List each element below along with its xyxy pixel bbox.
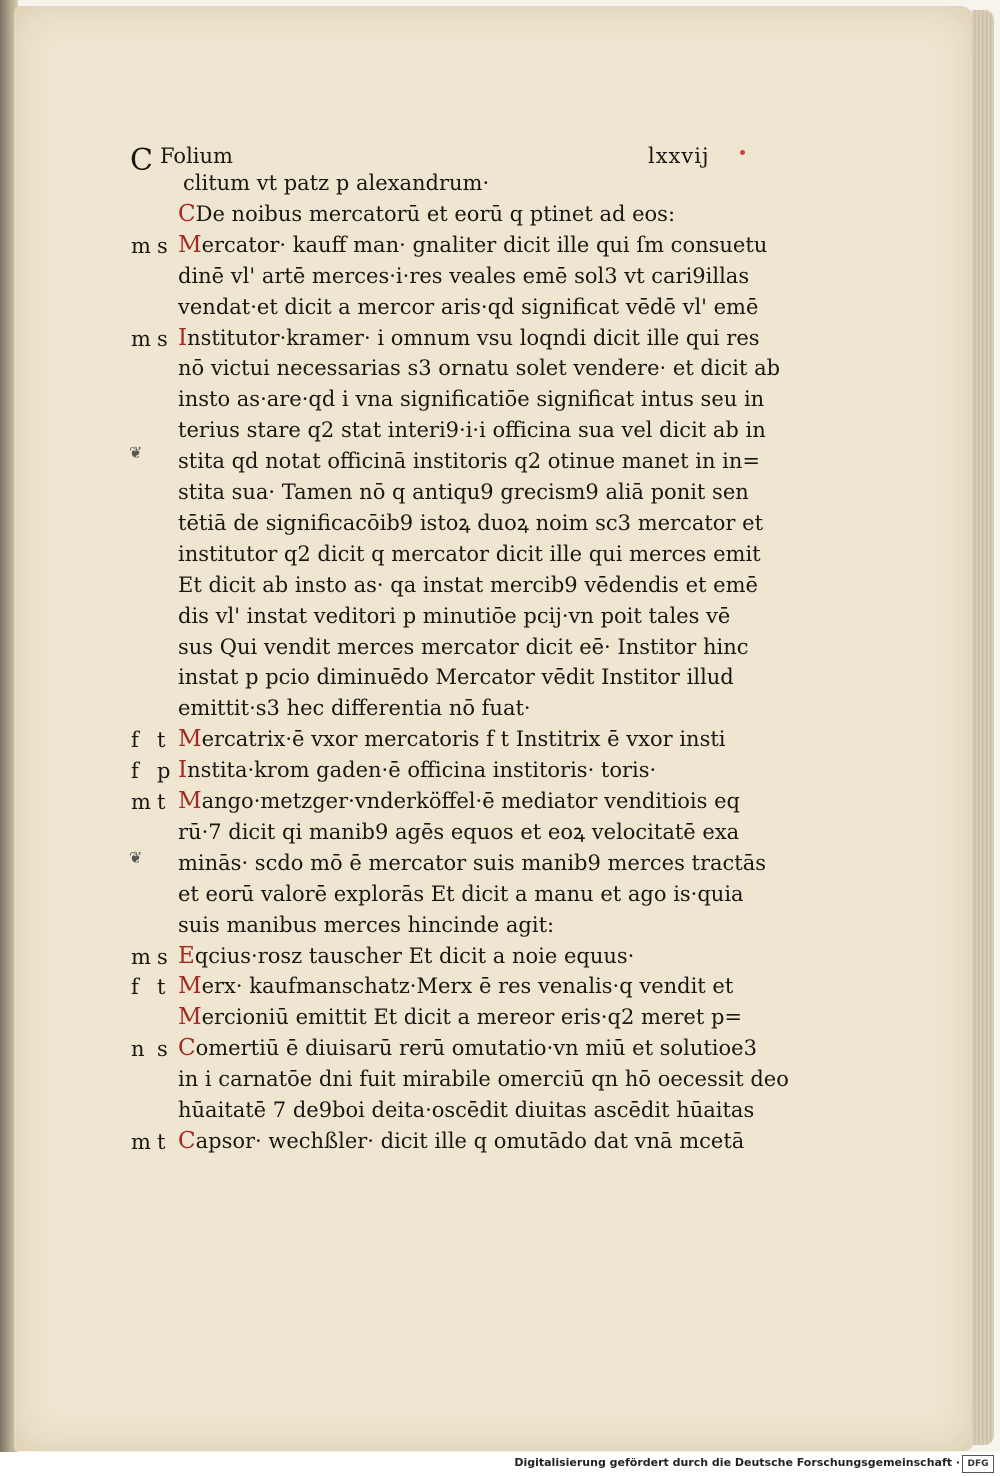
text-line <box>178 880 744 908</box>
rubricated-initial: M <box>178 231 202 258</box>
margin-declension-tag: s <box>157 233 168 258</box>
margin-declension-tag: s <box>157 326 168 351</box>
text-line <box>178 725 726 753</box>
text-line <box>178 354 780 382</box>
margin-gender-tag: f <box>131 975 139 1000</box>
margin-declension-tag: t <box>157 1129 166 1154</box>
line-text: insto as·are·qd i vna significatiōe significat intus seu in <box>178 387 765 412</box>
text-line <box>178 447 760 475</box>
line-text: tētiā de significacōib9 istoꝝ duoꝝ noim sc3 mercator et <box>178 510 764 535</box>
text-line <box>178 509 763 537</box>
text-line <box>178 1127 744 1155</box>
margin-gender-tag: f <box>131 759 139 784</box>
text-line <box>178 200 675 228</box>
margin-declension-tag: s <box>157 944 168 969</box>
text-line <box>178 942 634 970</box>
dfg-logo: DFG <box>962 1455 994 1473</box>
line-text: ercator· kauff man· gnaliter dicit ille qui ſm consuetu <box>201 232 768 257</box>
line-text: apsor· wechßler· dicit ille q omutādo dat vnā mcetā <box>195 1128 745 1153</box>
line-text: minās· scdo mō ē mercator suis manib9 merces tractās <box>178 850 767 875</box>
text-line <box>178 385 764 413</box>
rubricated-initial: C <box>178 1035 196 1062</box>
line-text: instat p pcio diminuēdo Mercator vēdit Institor illud <box>178 665 734 690</box>
text-line <box>178 571 758 599</box>
text-line <box>178 1065 789 1093</box>
text-line <box>178 849 766 877</box>
text-line <box>178 972 733 1000</box>
header-paragraph-mark: C <box>130 143 153 178</box>
margin-declension-tag: t <box>157 790 166 814</box>
line-text: Et dicit ab insto as· qa instat mercib9 vēdendis et emē <box>178 572 758 597</box>
margin-declension-tag: t <box>157 975 166 1000</box>
line-text: nō victui necessarias s3 ornatu solet vendere· et dicit ab <box>178 356 781 381</box>
margin-gender-tag: m <box>131 326 151 351</box>
margin-ornament-icon: ❦ <box>129 848 143 867</box>
rubricated-initial: C <box>178 1127 196 1154</box>
footer-credit: Digitalisierung gefördert durch die Deutsche Forschungsgemeinschaft · <box>514 1456 960 1469</box>
text-line <box>178 756 656 784</box>
text-line <box>178 231 767 259</box>
text-line <box>178 1096 754 1124</box>
line-text: ercatrix·ē vxor mercatoris f t Institrix ē vxor insti <box>201 727 726 752</box>
text-line <box>178 1034 757 1062</box>
margin-gender-tag: n <box>131 1037 145 1062</box>
margin-declension-tag: p <box>157 759 171 784</box>
margin-gender-tag: m <box>131 1129 151 1154</box>
line-text: hūaitatē 7 de9boi deita·oscēdit diuitas ascēdit hūaitas <box>178 1098 755 1122</box>
line-text: qcius·rosz tauscher Et dicit a noie equus· <box>194 943 635 968</box>
line-text: ango·metzger·vnderköffel·ē mediator venditiois eq <box>201 789 740 813</box>
text-line <box>178 540 761 568</box>
line-text: emittit·s3 hec differentia nō fuat· <box>178 696 531 721</box>
line-text: institutor q2 dicit q mercator dicit ille qui merces emit <box>178 541 761 566</box>
text-line <box>178 1003 742 1031</box>
folio-number: lxxvij <box>648 144 710 168</box>
text-line <box>178 478 749 506</box>
text-line <box>183 169 489 197</box>
margin-gender-tag: m <box>131 944 151 969</box>
line-text: erx· kaufmanschatz·Merx ē res venalis·q vendit et <box>201 974 734 999</box>
margin-gender-tag: f <box>131 728 139 753</box>
line-text: stita sua· Tamen nō q antiqu9 grecism9 aliā ponit sen <box>178 480 749 504</box>
red-dot-mark <box>740 150 745 155</box>
line-text: in i carnatōe dni fuit mirabile omerciū qn hō oecessit deo <box>178 1067 789 1092</box>
rubricated-initial: I <box>178 757 188 784</box>
line-text: nstita·krom gaden·ē officina institoris· toris· <box>187 758 657 783</box>
text-line <box>178 633 749 661</box>
line-text: omertiū ē diuisarū rerū omutatio·vn miū et solutioe3 <box>195 1036 757 1061</box>
text-line <box>178 787 740 815</box>
line-text: dinē vl' artē merces·i·res veales emē sol3 vt cari9illas <box>178 263 750 288</box>
line-text: et eorū valorē explorās Et dicit a manu et ago is·quia <box>178 881 744 906</box>
line-text: dis vl' instat veditori p minutiōe pcij·vn poit tales vē <box>178 603 731 628</box>
rubricated-initial: M <box>178 788 202 814</box>
margin-ornament-icon: ❦ <box>129 443 143 462</box>
margin-gender-tag: m <box>131 233 151 258</box>
line-text: nstitutor·kramer· i omnum vsu loqndi dicit ille qui res <box>187 325 760 350</box>
footer-bar <box>0 1452 1000 1476</box>
line-text: stita qd notat officinā institoris q2 otinue manet in in= <box>178 449 760 474</box>
page-edges <box>972 10 994 1445</box>
rubricated-initial: M <box>178 1004 202 1031</box>
text-line <box>178 694 531 722</box>
rubricated-initial: C <box>178 200 196 227</box>
margin-declension-tag: t <box>157 728 166 753</box>
rubricated-initial: I <box>178 324 188 351</box>
text-line <box>178 293 758 321</box>
line-text: De noibus mercatorū et eorū q ptinet ad eos: <box>195 201 676 226</box>
rubricated-initial: M <box>178 973 202 1000</box>
text-line <box>178 911 554 939</box>
line-text: suis manibus merces hincinde agit: <box>178 912 555 937</box>
margin-gender-tag: m <box>131 790 151 814</box>
text-line <box>178 663 734 691</box>
page-header-title: Folium <box>160 144 233 168</box>
line-text: ercioniū emittit Et dicit a mereor eris·q2 meret p= <box>201 1005 742 1030</box>
rubricated-initial: E <box>178 942 195 969</box>
line-text: terius stare q2 stat interi9·i·i officina sua vel dicit ab in <box>178 418 766 443</box>
line-text: rū·7 dicit qi manib9 agēs equos et eoꝝ velocitatē exa <box>178 819 740 844</box>
line-text: vendat·et dicit a mercor aris·qd significat vēdē vl' emē <box>178 294 759 319</box>
text-line <box>178 324 760 352</box>
margin-declension-tag: s <box>157 1037 168 1062</box>
line-text: clitum vt patz p alexandrum· <box>183 171 490 195</box>
text-line <box>178 818 739 846</box>
line-text: sus Qui vendit merces mercator dicit eē· Institor hinc <box>178 634 749 659</box>
rubricated-initial: M <box>178 726 202 753</box>
text-line <box>178 602 730 630</box>
text-line <box>178 262 749 290</box>
text-line <box>178 416 766 444</box>
